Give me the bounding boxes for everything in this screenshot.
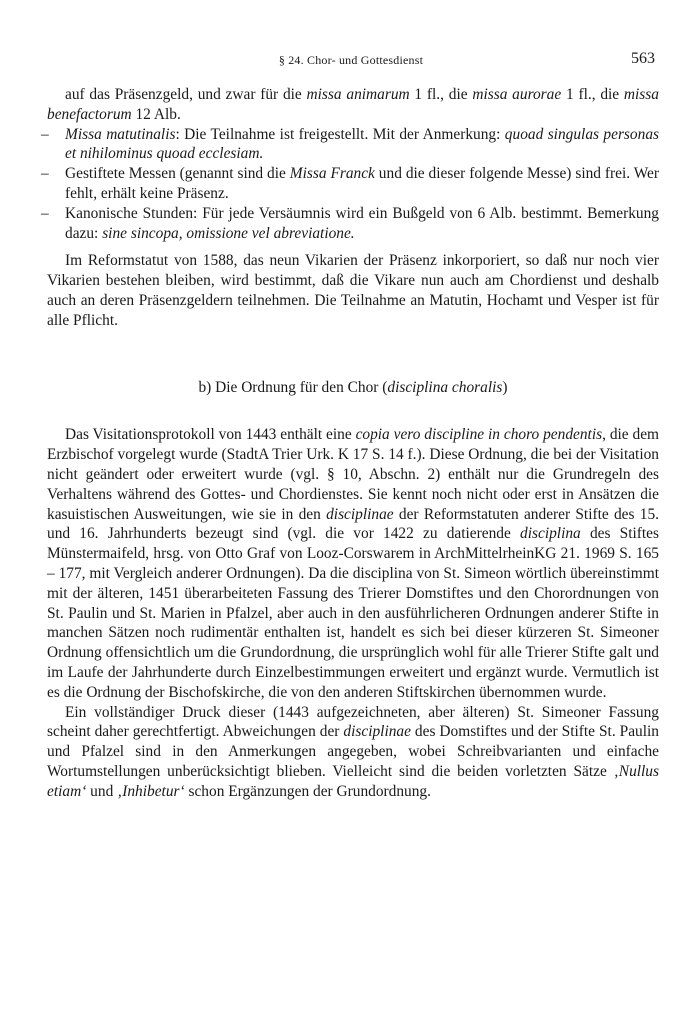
text-span: Kanonische Stunden: Für jede Versäumnis wird ein Bußgeld von 6 Alb. bestimmt. Bemerkung dazu: [65, 204, 659, 242]
list-item [41, 125, 660, 165]
section-heading [47, 378, 659, 398]
text-span: 12 Alb. [131, 105, 181, 123]
text-span: des Domstiftes und der Stifte St. Paulin und Pfalzel sind in den Anmerkungen angegeben, wobei Schreibvarianten und einfache Wortumstellungen unberücksichtigt blieben. Vielleicht sind die beiden vorletzten Sätze [47, 723, 659, 780]
text-span: auf das Präsenzgeld, und zwar für die [65, 86, 307, 103]
latin-term: Missa Franck [289, 165, 375, 183]
heading-latin-term: disciplina choralis [387, 378, 503, 396]
list-item [41, 204, 659, 244]
latin-term: Missa matutinalis [65, 125, 176, 143]
body-paragraph [47, 425, 659, 702]
dash-marker: – [41, 125, 49, 143]
running-title: § 24. Chor- und Gottesdienst [278, 53, 424, 67]
continued-paragraph [47, 85, 659, 125]
latin-term: quoad singulas personas et nihilominus quoad ecclesiam. [65, 125, 660, 163]
dash-marker: – [41, 204, 49, 222]
text-span: 1 fl., die [409, 86, 473, 103]
page-number: 563 [631, 50, 655, 67]
latin-term: copia vero discipline in choro pendentis [355, 426, 603, 444]
latin-term: disciplinae [326, 505, 394, 523]
text-span: schon Ergänzungen der Grundordnung. [184, 782, 431, 800]
text-span: des Stiftes Münstermaifeld, hrsg. von Otto Graf von Looz-Corswarem in ArchMittelrheinKG 21. 1969 S. 165 – 177, mit Vergleich anderer Ordnungen). Da die disciplina von St. Simeon wörtlich übereinstimmt mit der älteren, 1451 überarbeiteten Fassung des Trierer Domstiftes und den Chorordnungen von St. Paulin und St. Marien in Pfalzel, aber auch in den ausführlicheren Ordnungen anderer Stifte in manchen Sätzen noch rudimentär enthalten ist, handelt es sich bei dieser kürzeren St. Simeoner Ordnung offensichtlich um die Grundordnung, die ursprünglich wohl für alle Trierer Stifte galt und im Laufe der Jahrhunderte durch Einzelbestimmungen erweitert und ergänzt wurde. Vermutlich ist es die Ordnung der Bischofskirche, die von den anderen Stiftskirchen übernommen wurde. [47, 525, 659, 701]
text-span: und die dieser folgende Messe) sind frei. Wer fehlt, erhält keine Präsenz. [65, 165, 660, 202]
text-span: Gestiftete Messen (genannt sind die [65, 165, 290, 183]
latin-term: ‚Inhibetur‘ [117, 782, 185, 800]
latin-term: disciplinae [343, 723, 411, 741]
heading-text: ) [502, 378, 508, 396]
latin-term: missa animarum [306, 86, 410, 103]
latin-term: ‚Nullus etiam‘ [47, 762, 659, 800]
text-span: 1 fl., die [561, 86, 624, 103]
latin-term: missa aurorae [472, 86, 562, 103]
latin-term: disciplina [520, 525, 581, 543]
text-span: : Die Teilnahme ist freigestellt. Mit der Anmerkung: [175, 125, 505, 143]
page-body [41, 85, 660, 802]
page-header [47, 50, 655, 70]
text-span: Das Visitationsprotokoll von 1443 enthält eine [65, 426, 356, 444]
latin-term: missa benefactorum [47, 86, 659, 123]
latin-term: sine sincopa, omissione vel abreviatione. [102, 224, 355, 242]
body-paragraph [47, 703, 659, 802]
heading-text: b) Die Ordnung für den Chor ( [198, 378, 388, 396]
text-span: , die dem Erzbischof vorgelegt wurde (StadtA Trier Urk. K 17 S. 14 f.). Diese Ordnung, die bei der Visitation nicht geändert oder erweitert wurde (vgl. § 10, Abschn. 2) enthält nur die Grundregeln des Verhaltens während des Gottes- und Chordienstes. Sie kennt noch nicht oder erst in Ansätzen die kasuistischen Ausweitungen, wie sie in den [47, 426, 660, 523]
text-span: Ein vollständiger Druck dieser (1443 aufgezeichneten, aber älteren) St. Simeoner Fassung scheint daher gerechtfertigt. Abweichungen der [47, 703, 659, 741]
text-span: der Reformstatuten anderer Stifte des 15. und 16. Jahrhunderts bezeugt sind (vgl. die vor 1422 zu datierende [47, 505, 660, 543]
text-span: und [86, 782, 118, 800]
list-item [41, 164, 660, 204]
reform-paragraph: Im Reformstatut von 1588, das neun Vikarien der Präsenz inkorporiert, so daß nur noch vier Vikarien bestehen bleiben, wird bestimmt, daß die Vikare nun auch am Chordienst und deshalb auch an deren Präsenzgeldern teilnehmen. Die Teilnahme an Matutin, Hochamt und Vesper ist für alle Pflicht. [47, 252, 659, 329]
dash-marker: – [41, 165, 49, 183]
